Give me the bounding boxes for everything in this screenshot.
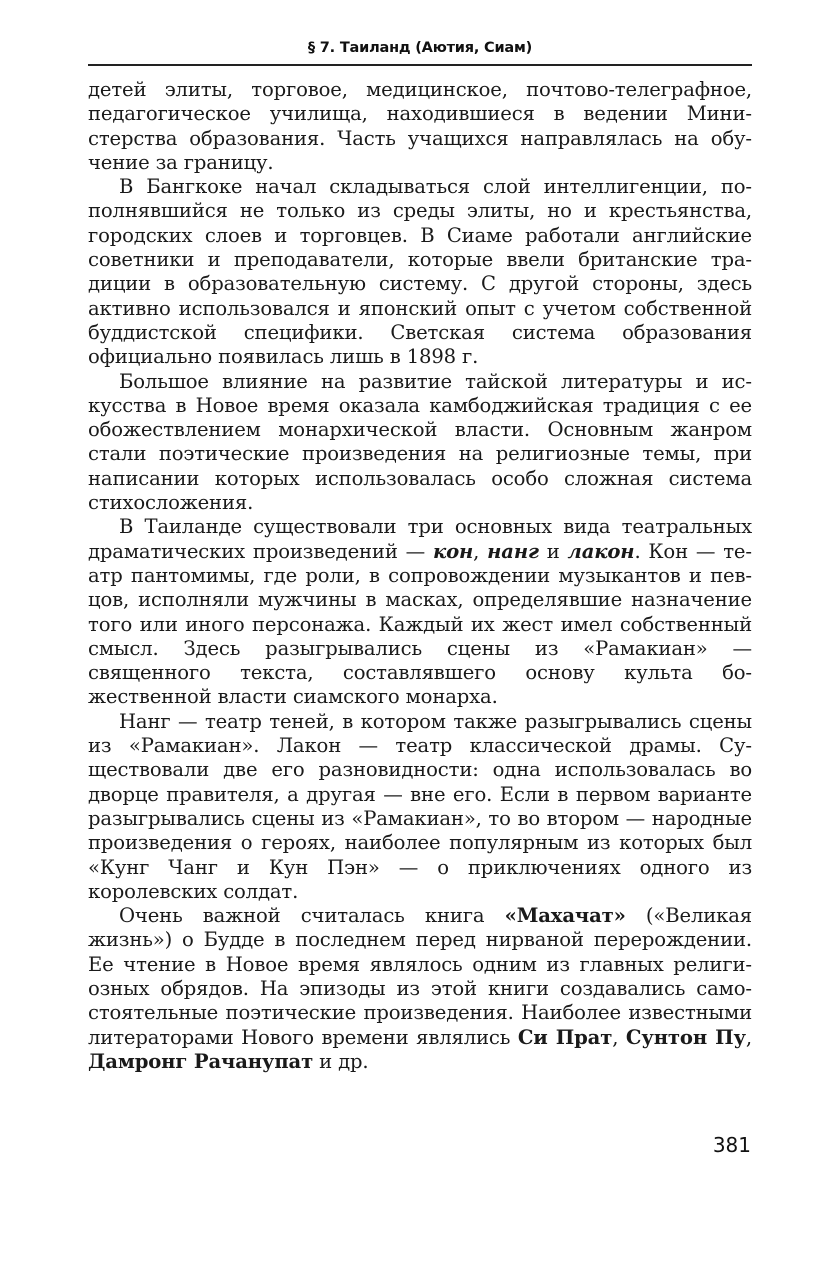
term-mahachat: «Махачат» <box>504 904 626 928</box>
text-run: . Кон — театр пантомимы, где роли, в сопровождении музыкантов и певцов, исполняли мужчины в масках, определявшие назначение того или иного персонажа. Каждый их жест имел собственный смысл. Здесь разыгрывались сцены из «Рамакиан» — священного текста, составлявшего основу культа божественной власти сиамского монарха. <box>88 539 752 709</box>
text-run: и <box>538 539 568 563</box>
running-head: § 7. Таиланд (Аютия, Сиам) <box>88 40 752 66</box>
paragraph-intelligentsia: В Бангкоке начал складываться слой интеллигенции, пополнявшийся не только из среды элиты, но и крестьянства, городских слоев и торговцев. В Сиаме работали английские советники и преподаватели, которые ввели британские традиции в образовательную систему. С другой стороны, здесь активно использовался и японский опыт с учетом собственной буддистской специфики. Светская система образования официально появилась лишь в 1898 г. <box>88 175 752 369</box>
page-content <box>88 40 752 1074</box>
text-run: , <box>745 1025 752 1049</box>
name-damrong: Дамронг Рачанупат <box>88 1049 314 1073</box>
text-run: В Таиланде существовали три основных вида театральных драматических произведений — <box>88 515 752 563</box>
name-sunton-pu: Сунтон Пу <box>625 1025 746 1049</box>
name-si-prat: Си Прат <box>517 1025 613 1049</box>
term-lakon: лакон <box>567 539 635 563</box>
body-text <box>88 78 752 1074</box>
text-run: и др. <box>313 1049 369 1073</box>
text-run: , <box>612 1025 626 1049</box>
text-run: Очень важной считалась книга <box>119 904 505 928</box>
paragraph-theatre <box>88 515 752 709</box>
page-number: 381 <box>712 1133 751 1157</box>
paragraph-mahachat <box>88 904 752 1074</box>
term-kon: кон <box>432 539 474 563</box>
paragraph-nang-lakon: Нанг — театр теней, в котором также разыгрывались сцены из «Рамакиан». Лакон — театр классической драмы. Существовали две его разновидности: одна использовалась во дворце правителя, а другая — вне его. Если в первом варианте разыгрывались сцены из «Рамакиан», то во втором — народные произведения о героях, наиболее популярным из которых был «Кунг Чанг и Кун Пэн» — о приключениях одного из королевских солдат. <box>88 709 752 903</box>
text-run: , <box>473 539 488 563</box>
text-run: («Великая жизнь») о Будде в последнем перед нирваной перерождении. Ее чтение в Новое время являлось одним из главных религиозных обрядов. На эпизоды из этой книги создавались самостоятельные поэтические произведения. Наиболее известными литераторами Нового времени являлись <box>88 904 752 1049</box>
term-nang: нанг <box>487 539 539 563</box>
paragraph-literature: Большое влияние на развитие тайской литературы и искусства в Новое время оказала камбоджийская традиция с ее обожествлением монархической власти. Основным жанром стали поэтические произведения на религиозные темы, при написании которых использовалась особо сложная система стихосложения. <box>88 369 752 515</box>
paragraph-continuation: детей элиты, торговое, медицинское, почтово-телеграфное, педагогическое училища, находившиеся в ведении Министерства образования. Часть учащихся направлялась на обучение за границу. <box>88 78 752 174</box>
